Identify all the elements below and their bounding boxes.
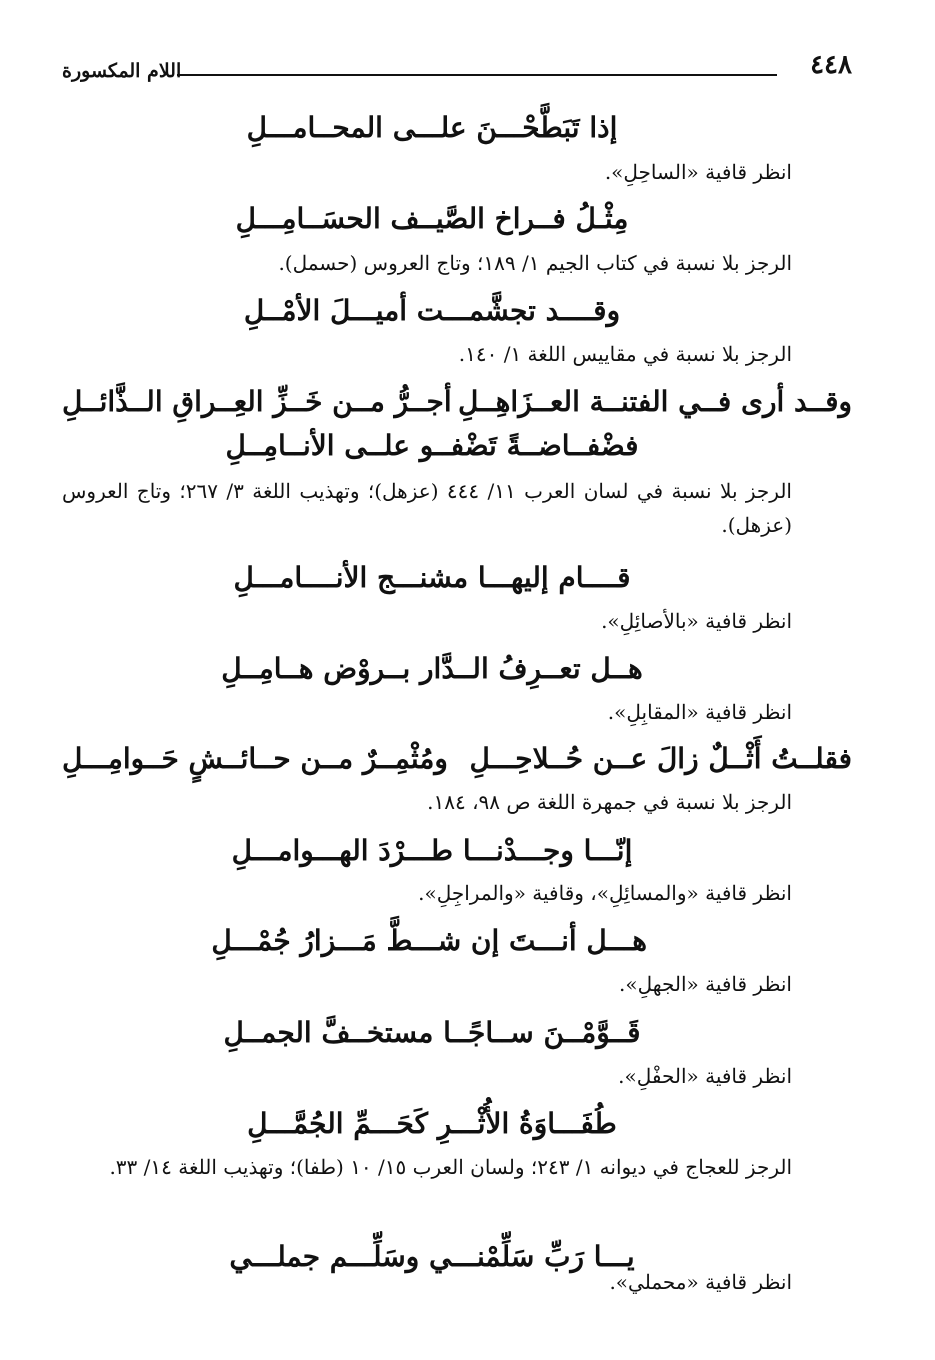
page-number: ٤٤٨ xyxy=(810,50,852,80)
verse-line: يـــا رَبِّ سَلِّمْنـــي وسَلِّـــم جملـــي xyxy=(229,1240,635,1273)
source-note: انظر قافية «الجهلِ». xyxy=(618,972,792,996)
source-note: الرجز بلا نسبة في كتاب الجيم ١/ ١٨٩؛ وتاج العروس (حسمل). xyxy=(278,251,792,275)
source-note: انظر قافية «الحفْلِ». xyxy=(618,1064,792,1088)
verse-pair xyxy=(62,738,852,780)
running-title: اللام المكسورة xyxy=(62,60,182,82)
source-note: الرجز بلا نسبة في لسان العرب ١١/ ٤٤٤ (عزهل)؛ وتهذيب اللغة ٣/ ٢٦٧؛ وتاج العروس (عزهل). xyxy=(62,479,792,537)
source-note: الرجز بلا نسبة في جمهرة اللغة ص ٩٨، ١٨٤. xyxy=(427,790,792,814)
verse-line: قَــوَّمْــنَ ســاجًــا مستخــفَّ الجمــلِ xyxy=(223,1016,641,1049)
source-note: الرجز بلا نسبة في مقاييس اللغة ١/ ١٤٠. xyxy=(458,342,792,366)
verse-line: قــــام إليهـــا مشنـــج الأنــــامـــلِ xyxy=(233,561,631,594)
verse-hemistich-left: ومُثْمِــرٌ مــن حــائــشٍ حَــوامِـــلِ xyxy=(62,742,448,775)
source-note: انظر قافية «بالأصائِلِ». xyxy=(601,609,792,633)
source-note: انظر قافية «محملي». xyxy=(609,1270,792,1294)
verse-line: مِثْـلُ فــراخ الصَّيــف الحسَــامِـــلِ xyxy=(235,202,629,235)
verse-line: وقــــد تجشَّمـــت أميـــلَ الأمْــلِ xyxy=(243,294,621,327)
source-note: انظر قافية «والمسائِلِ»، وقافية «والمراجِلِ». xyxy=(418,881,792,905)
verse-line: إنّـــا وجـــدْنـــا طـــرْدَ الهـــوامـــلِ xyxy=(231,834,633,867)
verse-hemistich-left: أجــرُّ مــن خَــزِّ العِــراقِ الــذَّائــلِ xyxy=(62,385,452,418)
verse-pair xyxy=(62,381,852,423)
verse-hemistich-right: فقلــتُ أَثْــلٌ زالَ عــن حُــلاحِـــلِ xyxy=(469,742,852,775)
verse-line: هـــل أنـــتَ إن شـــطَّ مَـــزارُ جُمْـــلِ xyxy=(211,924,647,957)
verse-hemistich-right: وقــد أرى فــي الفتنــة العــزَاهِــلِ xyxy=(458,385,852,418)
verse-line: فضْفــاضــةً تَضْفــو علــى الأنــامِــلِ xyxy=(225,429,639,462)
verse-line: إذا تَبَطَّحْـــنَ علـــى المحــامـــلِ xyxy=(246,111,618,144)
source-note: الرجز للعجاج في ديوانه ١/ ٢٤٣؛ ولسان العرب ١٥/ ١٠ (طفا)؛ وتهذيب اللغة ١٤/ ٣٣. xyxy=(109,1155,792,1179)
verse-line: طُفَـــاوَةُ الأُثْـــرِ كَحَـــمِّ الجُمَّـــلِ xyxy=(247,1107,617,1140)
source-note: انظر قافية «الساحِلِ». xyxy=(604,160,792,184)
page-content xyxy=(62,0,852,1360)
source-note: انظر قافية «المقابِلِ». xyxy=(607,700,792,724)
verse-line: هــل تعــرِفُ الــدَّار بــروْض هــامِــلِ xyxy=(221,652,643,685)
